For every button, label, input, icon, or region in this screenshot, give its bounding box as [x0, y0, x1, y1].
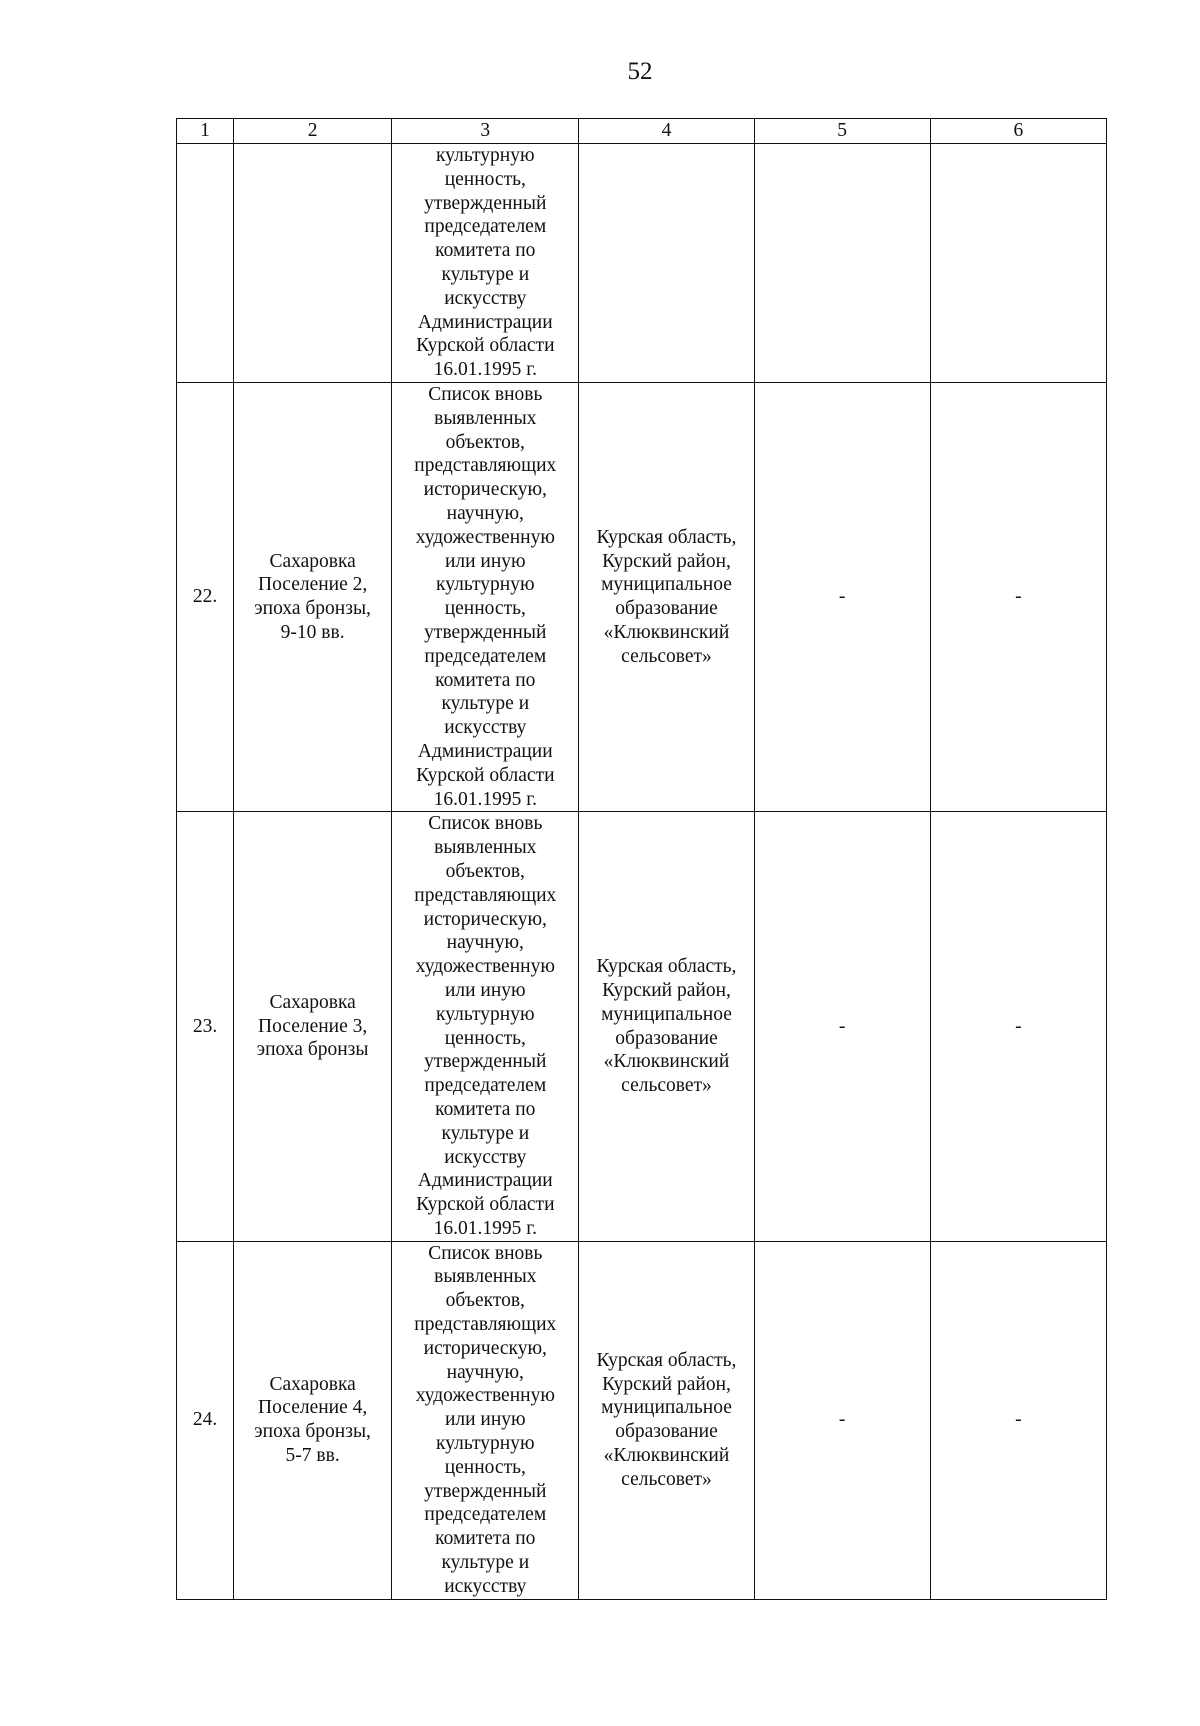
heritage-objects-table: [176, 118, 1107, 1600]
location-cell: [579, 144, 754, 383]
object-name-cell: Сахаровка Поселение 3, эпоха бронзы: [234, 812, 392, 1241]
column-5-cell: -: [754, 383, 930, 812]
location-cell: Курская область, Курский район, муниципальное образование «Клюквинский сельсовет»: [579, 383, 754, 812]
column-5-cell: [754, 144, 930, 383]
table-header-row: [177, 119, 1107, 144]
document-cell: культурную ценность, утвержденный председателем комитета по культуре и искусству Администрации Курской области 16.01.1995 г.: [392, 144, 579, 383]
column-6-cell: -: [930, 812, 1106, 1241]
row-number-cell: 23.: [177, 812, 234, 1241]
column-header: 4: [579, 119, 754, 144]
column-header: 2: [234, 119, 392, 144]
row-number-cell: [177, 144, 234, 383]
location-cell: Курская область, Курский район, муниципальное образование «Клюквинский сельсовет»: [579, 1241, 754, 1599]
table-row: [177, 383, 1107, 812]
column-header: 3: [392, 119, 579, 144]
document-cell: Список вновь выявленных объектов, представляющих историческую, научную, художественную или иную культурную ценность, утвержденный председателем комитета по культуре и искусству: [392, 1241, 579, 1599]
column-5-cell: -: [754, 1241, 930, 1599]
object-name-cell: Сахаровка Поселение 2, эпоха бронзы, 9-10 вв.: [234, 383, 392, 812]
column-header: 6: [930, 119, 1106, 144]
table-row: [177, 812, 1107, 1241]
column-5-cell: -: [754, 812, 930, 1241]
object-name-cell: Сахаровка Поселение 4, эпоха бронзы, 5-7 вв.: [234, 1241, 392, 1599]
document-cell: Список вновь выявленных объектов, представляющих историческую, научную, художественную или иную культурную ценность, утвержденный председателем комитета по культуре и искусству Администрации Курской области 16.01.1995 г.: [392, 812, 579, 1241]
table-row-continuation: [177, 144, 1107, 383]
column-6-cell: -: [930, 1241, 1106, 1599]
location-cell: Курская область, Курский район, муниципальное образование «Клюквинский сельсовет»: [579, 812, 754, 1241]
column-header: 5: [754, 119, 930, 144]
page-number: 52: [627, 58, 653, 85]
table-row: [177, 1241, 1107, 1599]
column-6-cell: [930, 144, 1106, 383]
row-number-cell: 24.: [177, 1241, 234, 1599]
object-name-cell: [234, 144, 392, 383]
column-header: 1: [177, 119, 234, 144]
document-cell: Список вновь выявленных объектов, представляющих историческую, научную, художественную или иную культурную ценность, утвержденный председателем комитета по культуре и искусству Администрации Курской области 16.01.1995 г.: [392, 383, 579, 812]
column-6-cell: -: [930, 383, 1106, 812]
row-number-cell: 22.: [177, 383, 234, 812]
